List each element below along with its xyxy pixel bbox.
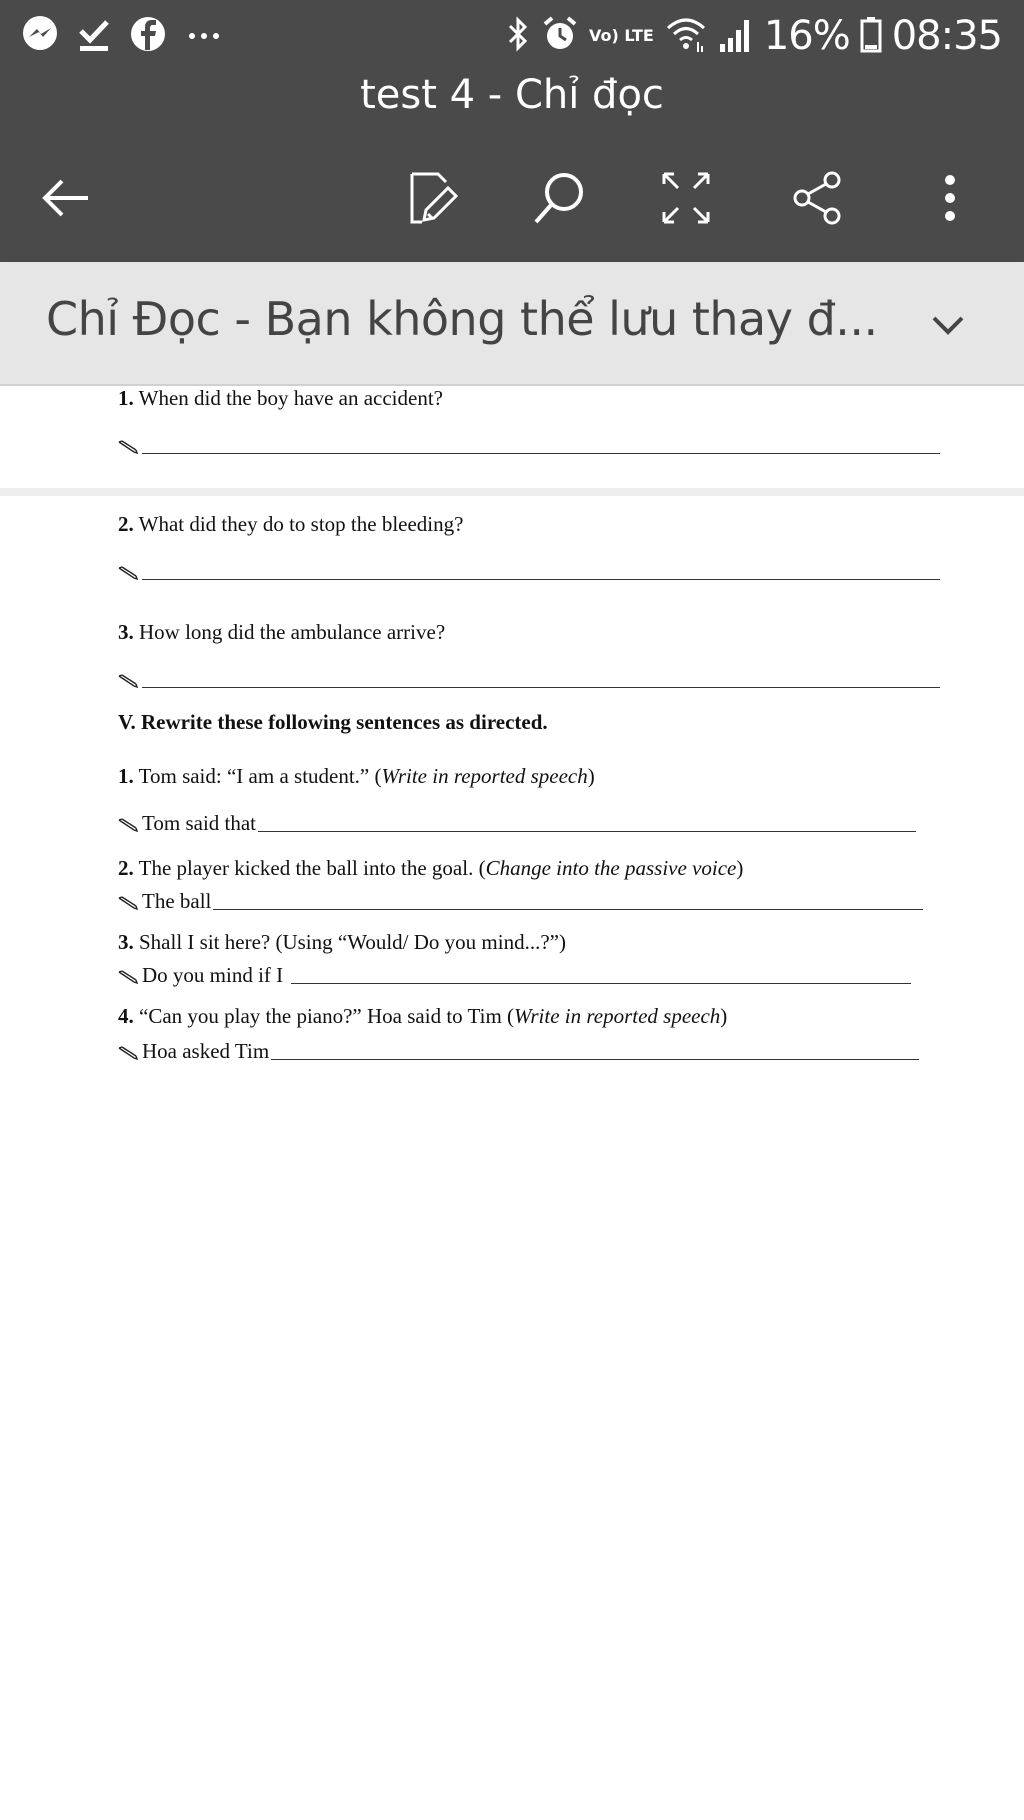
wifi-icon xyxy=(664,14,708,59)
search-button[interactable] xyxy=(522,162,594,234)
bluetooth-icon xyxy=(505,14,531,59)
more-dots-icon xyxy=(184,14,224,59)
edit-icon xyxy=(398,166,462,230)
question-text: Tom said: “I am a student.” ( xyxy=(133,764,382,788)
question-number: 3. xyxy=(118,620,134,644)
signal-icon xyxy=(718,14,754,59)
expand-banner-button[interactable] xyxy=(920,298,976,354)
status-right-icons xyxy=(505,10,1002,62)
rewrite-answer-1 xyxy=(118,806,916,836)
clock: 08:35 xyxy=(891,13,1002,59)
document-page[interactable] xyxy=(0,386,1024,1820)
answer-blank xyxy=(291,982,911,984)
answer-blank xyxy=(142,686,940,688)
answer-blank xyxy=(271,1058,919,1060)
answer-line-2 xyxy=(118,554,940,584)
answer-prefix: Tom said that xyxy=(142,811,257,835)
read-only-message: Chỉ Đọc - Bạn không thể lưu thay đ... xyxy=(46,292,878,346)
question-number: 4. xyxy=(118,1004,134,1028)
pencil-icon xyxy=(118,896,138,910)
rewrite-answer-4 xyxy=(118,1034,919,1064)
rewrite-4 xyxy=(118,1004,727,1029)
volte-indicator: Vo) LTE xyxy=(589,26,654,45)
answer-prefix: Hoa asked Tim xyxy=(142,1039,270,1063)
search-icon xyxy=(526,166,590,230)
question-number: 1. xyxy=(118,764,134,788)
question-text: How long did the ambulance arrive? xyxy=(133,620,446,644)
question-1 xyxy=(118,386,443,411)
facebook-icon xyxy=(128,14,168,59)
question-text: Shall I sit here? (Using “Would/ Do you mind...?”) xyxy=(133,930,566,954)
question-number: 3. xyxy=(118,930,134,954)
section-title: V. Rewrite these following sentences as directed. xyxy=(118,710,548,734)
question-3 xyxy=(118,620,445,645)
status-left-icons xyxy=(20,14,224,58)
battery-percent: 16% xyxy=(763,13,850,59)
question-number: 1. xyxy=(118,386,134,410)
rewrite-1 xyxy=(118,764,595,789)
more-options-button[interactable] xyxy=(914,162,986,234)
more-vert-icon xyxy=(930,166,970,230)
answer-line-1 xyxy=(118,428,940,458)
battery-icon xyxy=(860,14,882,59)
pencil-icon xyxy=(118,674,138,688)
alarm-icon xyxy=(541,14,579,59)
answer-prefix: The ball xyxy=(142,889,212,913)
answer-blank xyxy=(142,452,940,454)
chevron-down-icon xyxy=(920,298,976,354)
question-2 xyxy=(118,512,463,537)
answer-line-3 xyxy=(118,662,940,692)
rewrite-3 xyxy=(118,930,566,955)
share-button[interactable] xyxy=(782,162,854,234)
app-bar xyxy=(0,0,1024,262)
download-done-icon xyxy=(76,14,112,59)
read-only-banner[interactable] xyxy=(0,262,1024,386)
toolbar xyxy=(0,150,1024,240)
rewrite-answer-2 xyxy=(118,884,923,914)
question-text: “Can you play the piano?” Hoa said to Tim ( xyxy=(133,1004,515,1028)
answer-blank xyxy=(142,578,940,580)
rewrite-answer-3 xyxy=(118,958,911,988)
back-button[interactable] xyxy=(30,162,102,234)
question-text: When did the boy have an accident? xyxy=(133,386,443,410)
document-title: test 4 - Chỉ đọc xyxy=(360,72,664,118)
pencil-icon xyxy=(118,566,138,580)
page-break xyxy=(0,488,1024,496)
instruction: Change into the passive voice xyxy=(485,856,737,880)
paren-close: ) xyxy=(587,764,595,788)
status-bar xyxy=(0,0,1024,72)
answer-blank xyxy=(213,908,923,910)
question-text: What did they do to stop the bleeding? xyxy=(133,512,464,536)
instruction: Write in reported speech xyxy=(381,764,588,788)
paren-close: ) xyxy=(736,856,744,880)
pencil-icon xyxy=(118,1046,138,1060)
fullscreen-button[interactable] xyxy=(650,162,722,234)
question-number: 2. xyxy=(118,512,134,536)
question-text: The player kicked the ball into the goal. ( xyxy=(133,856,486,880)
back-arrow-icon xyxy=(36,168,96,228)
rewrite-2 xyxy=(118,856,743,881)
pencil-icon xyxy=(118,818,138,832)
answer-prefix: Do you mind if I xyxy=(142,963,284,987)
fullscreen-icon xyxy=(654,166,718,230)
section-heading xyxy=(118,710,548,735)
pencil-icon xyxy=(118,440,138,454)
answer-blank xyxy=(258,830,916,832)
paren-close: ) xyxy=(720,1004,728,1028)
share-icon xyxy=(786,166,850,230)
instruction: Write in reported speech xyxy=(514,1004,721,1028)
question-number: 2. xyxy=(118,856,134,880)
edit-button[interactable] xyxy=(394,162,466,234)
messenger-icon xyxy=(20,14,60,59)
pencil-icon xyxy=(118,970,138,984)
